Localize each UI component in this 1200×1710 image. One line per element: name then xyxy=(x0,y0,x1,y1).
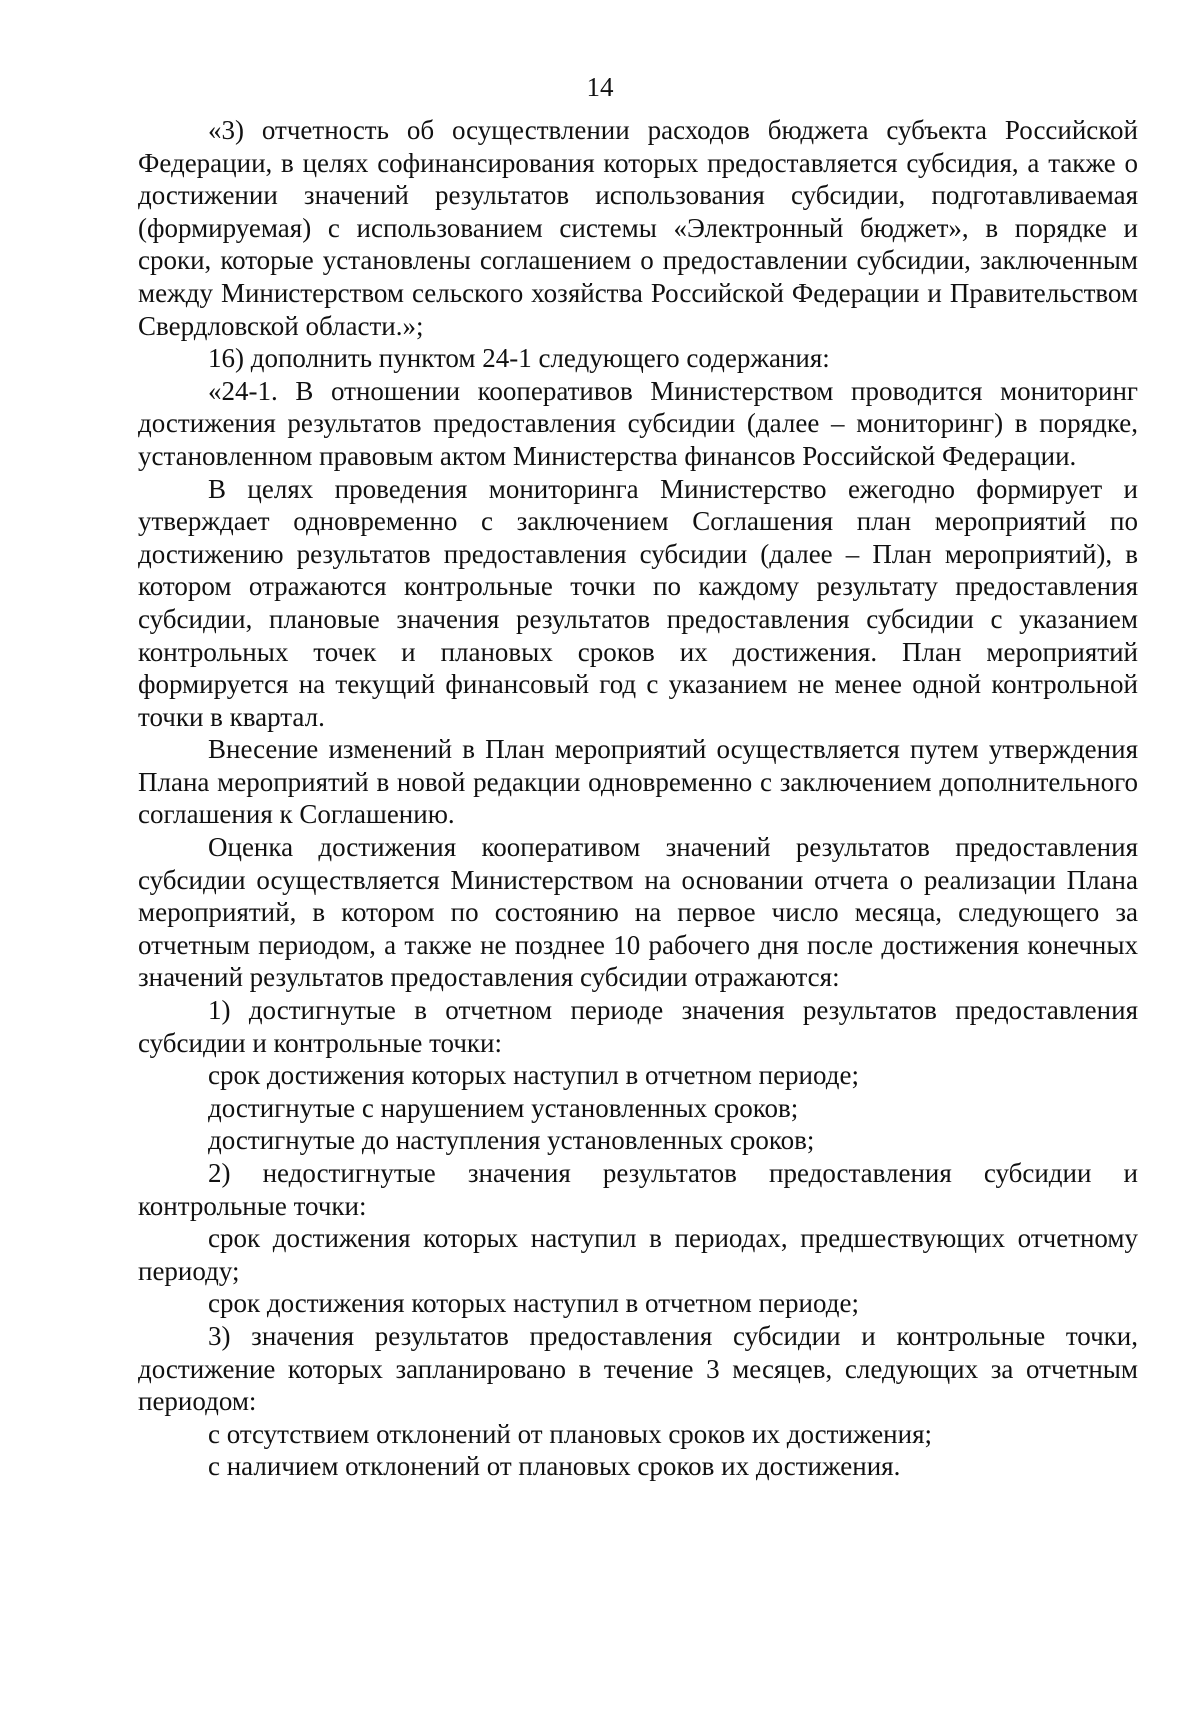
list-subitem: достигнутые с нарушением установленных сроков; xyxy=(208,1092,799,1123)
paragraph-reporting: «3) отчетность об осуществлении расходов бюджета субъекта Российской Федерации, в целях софинансирования которых предоставляется субсидия, а также о достижении значений результатов использования субсидии, подготавливаемая (формируемая) с использованием системы «Электронный бюджет», в порядке и сроки, которые установлены соглашением о предоставлении субсидии, заключенным между Министерством сельского хозяйства Российской Федерации и Правительством Свердловской области.»; xyxy=(138,115,1138,341)
list-subitem: срок достижения которых наступил в периодах, предшествующих отчетному периоду; xyxy=(138,1223,1138,1286)
list-item-planned: 3) значения результатов предоставления субсидии и контрольные точки, достижение которых запланировано в течение 3 месяцев, следующих за отчетным периодом: xyxy=(138,1320,1138,1417)
paragraph-amendment-16: 16) дополнить пунктом 24-1 следующего содержания: xyxy=(208,343,830,374)
list-item-not-achieved: 2) недостигнутые значения результатов предоставления субсидии и контрольные точки: xyxy=(138,1158,1138,1221)
list-subitem: с отсутствием отклонений от плановых сроков их достижения; xyxy=(208,1418,932,1449)
list-subitem: с наличием отклонений от плановых сроков их достижения. xyxy=(208,1451,901,1482)
paragraph-24-1: «24-1. В отношении кооперативов Министерством проводится мониторинг достижения результатов предоставления субсидии (далее – мониторинг) в порядке, установленном правовым актом Министерства финансов Российской Федерации. xyxy=(138,375,1138,471)
document-body xyxy=(138,114,1138,1483)
list-subitem: достигнутые до наступления установленных сроков; xyxy=(208,1125,815,1156)
paragraph-assessment: Оценка достижения кооперативом значений результатов предоставления субсидии осуществляется Министерством на основании отчета о реализации Плана мероприятий, в котором по состоянию на первое число месяца, следующего за отчетным периодом, а также не позднее 10 рабочего дня после достижения конечных значений результатов предоставления субсидии отражаются: xyxy=(138,832,1138,993)
page-number: 14 xyxy=(586,72,614,102)
list-subitem: срок достижения которых наступил в отчетном периоде; xyxy=(208,1060,859,1091)
paragraph-monitoring-plan: В целях проведения мониторинга Министерство ежегодно формирует и утверждает одновременно с заключением Соглашения план мероприятий по достижению результатов предоставления субсидии (далее – План мероприятий), в котором отражаются контрольные точки по каждому результату предоставления субсидии, плановые значения результатов предоставления субсидии с указанием контрольных точек и плановых сроков их достижения. План мероприятий формируется на текущий финансовый год с указанием не менее одной контрольной точки в квартал. xyxy=(138,473,1138,732)
paragraph-plan-changes: Внесение изменений в План мероприятий осуществляется путем утверждения Плана мероприятий в новой редакции одновременно с заключением дополнительного соглашения к Соглашению. xyxy=(138,734,1138,830)
list-subitem: срок достижения которых наступил в отчетном периоде; xyxy=(208,1288,859,1319)
list-item-achieved: 1) достигнутые в отчетном периоде значения результатов предоставления субсидии и контрольные точки: xyxy=(138,995,1138,1058)
